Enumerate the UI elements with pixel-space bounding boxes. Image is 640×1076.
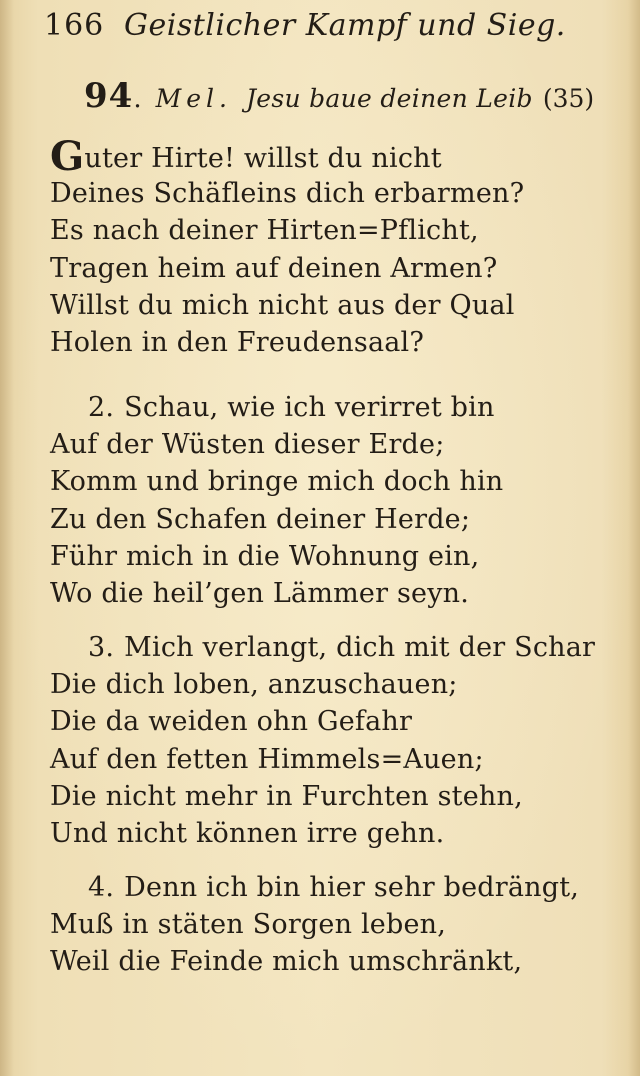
- verse-line: Holen in den Freudensaal?: [50, 326, 425, 358]
- hymn-number-dot: .: [133, 84, 142, 114]
- drop-cap: G: [50, 133, 85, 180]
- verse-number: 3.: [88, 632, 115, 663]
- verse-line: Und nicht können irre gehn.: [50, 817, 445, 849]
- verse-2: [50, 389, 620, 612]
- verse-line: Es nach deiner Hirten=Pflicht,: [50, 215, 479, 247]
- verse-line: Die da weiden ohn Gefahr: [50, 706, 413, 738]
- verse-line: Wo die heil’gen Lämmer seyn.: [50, 577, 470, 609]
- running-head-title: Geistlicher Kampf und Sieg.: [124, 8, 566, 43]
- verse-line: Auf den fetten Himmels=Auen;: [50, 743, 484, 775]
- verse-line: Willst du mich nicht aus der Qual: [50, 289, 515, 321]
- verse-line: Komm und bringe mich doch hin: [50, 466, 504, 498]
- verse-line-text: uter Hirte! willst du nicht: [84, 143, 442, 174]
- verse-line: [50, 629, 620, 666]
- verse-1: [50, 133, 620, 361]
- melody-reference: (35): [542, 84, 595, 113]
- running-head: [44, 6, 604, 46]
- verse-line: Muß in stäten Sorgen leben,: [50, 909, 447, 941]
- melody-label: Mel.: [155, 84, 232, 113]
- page-edge-shadow-right: [628, 0, 640, 1076]
- verse-3: [50, 629, 620, 852]
- verse-line: Auf der Wüsten dieser Erde;: [50, 429, 445, 461]
- verse-line: Die dich loben, anzuschauen;: [50, 669, 458, 701]
- melody-title: Jesu baue deinen Leib: [245, 84, 533, 113]
- page-edge-shadow-left: [0, 0, 14, 1076]
- hymn-heading: [84, 76, 594, 116]
- verse-line-text: Schau, wie ich verirret bin: [124, 392, 495, 423]
- verse-number: 2.: [88, 392, 115, 423]
- verse-line: Zu den Schafen deiner Herde;: [50, 503, 471, 535]
- verse-number: 4.: [88, 872, 115, 903]
- verse-line-text: Mich verlangt, dich mit der Schar: [124, 632, 596, 663]
- verse-line: Die nicht mehr in Furchten stehn,: [50, 780, 523, 812]
- page-number: 166: [44, 8, 105, 43]
- verse-line: Deines Schäfleins dich erbarmen?: [50, 178, 525, 210]
- verse-line: Tragen heim auf deinen Armen?: [50, 252, 498, 284]
- verse-line: Führ mich in die Wohnung ein,: [50, 540, 480, 572]
- verse-line-text: Denn ich bin hier sehr bedrängt,: [124, 872, 580, 903]
- verse-line: Weil die Feinde mich umschränkt,: [50, 946, 523, 978]
- verse-4: [50, 869, 620, 981]
- verse-line: [50, 869, 620, 906]
- hymn-number: 94: [84, 76, 134, 116]
- verse-line: [50, 389, 620, 426]
- verse-line: [50, 133, 620, 180]
